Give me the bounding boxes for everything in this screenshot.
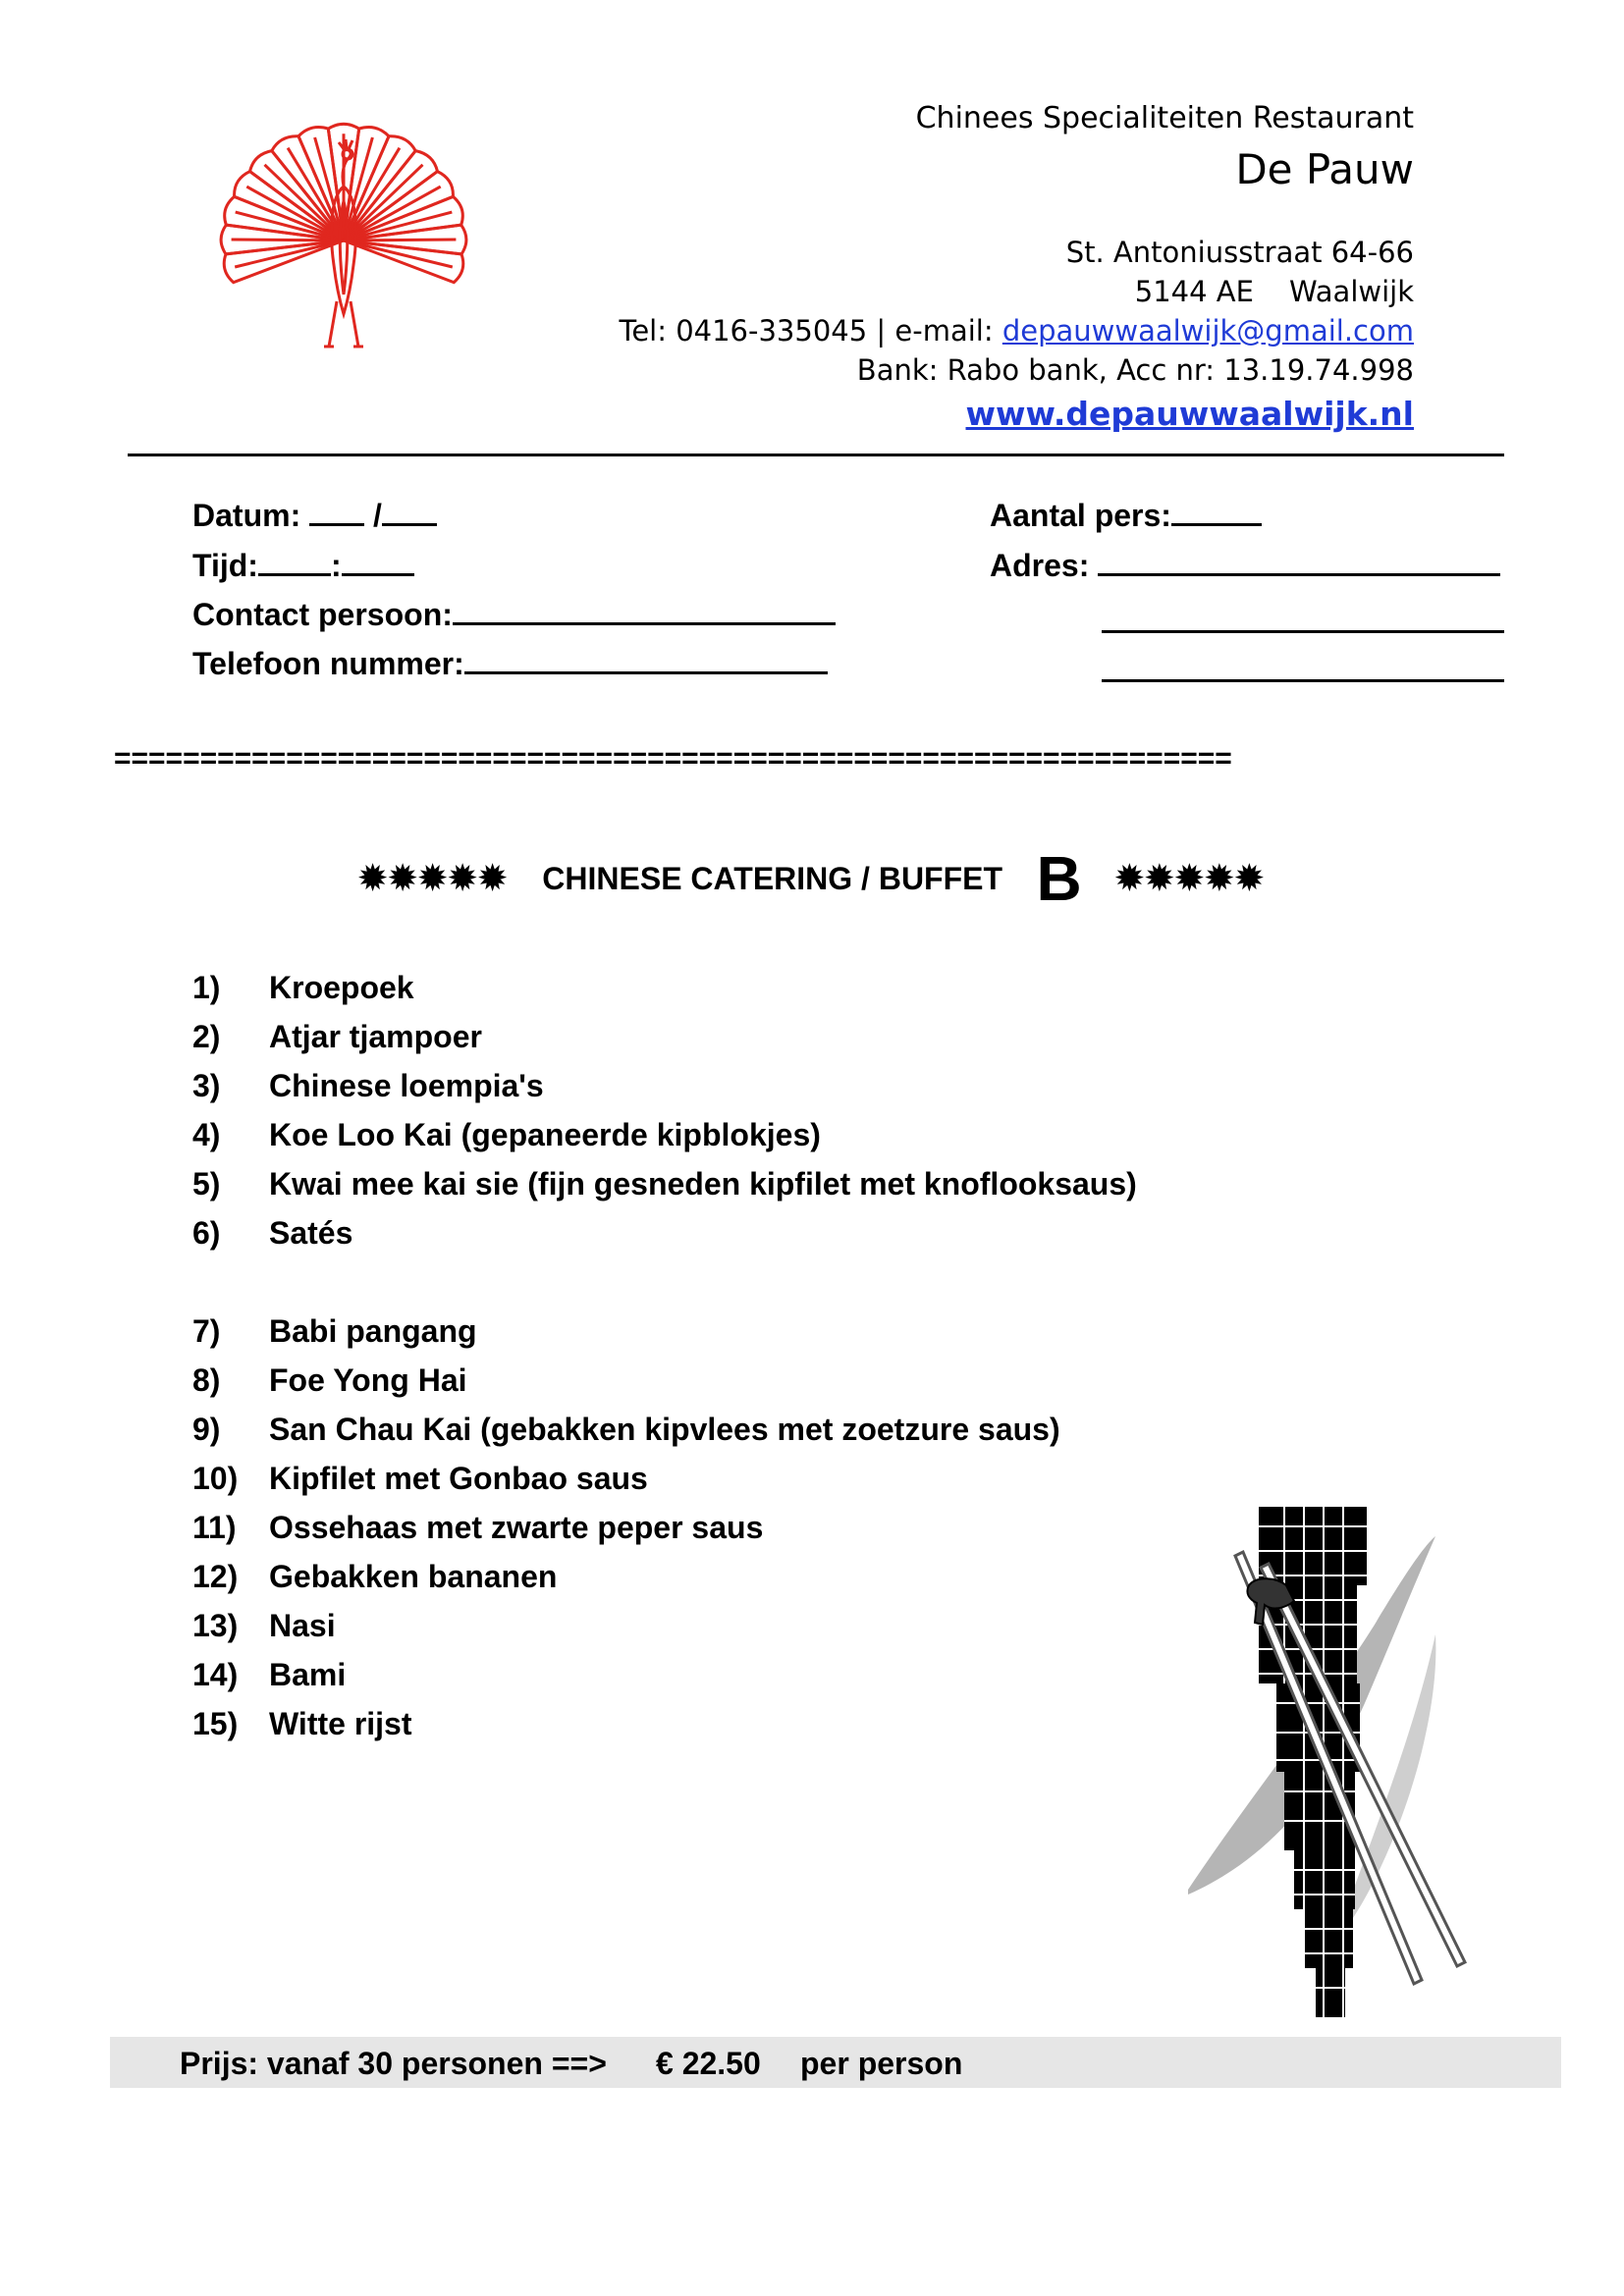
datum-field — [192, 496, 437, 534]
postcode: 5144 AE — [1134, 275, 1254, 308]
email-link[interactable]: depauwwaalwijk@gmail.com — [1001, 314, 1414, 347]
list-item: 15) Witte rijst — [192, 1706, 412, 1741]
stars-right: ✹✹✹✹✹ — [1115, 860, 1266, 897]
peacock-logo-icon — [201, 93, 486, 348]
tijd-sep: : — [330, 548, 342, 583]
datum-day-blank[interactable] — [309, 496, 364, 526]
datum-label: Datum: — [192, 498, 301, 533]
address-line: St. Antoniusstraat 64-66 — [1065, 236, 1414, 269]
contact-blank[interactable] — [453, 595, 836, 625]
adres-label: Adres: — [990, 548, 1090, 583]
restaurant-name: De Pauw — [1235, 145, 1414, 193]
tijd-minute-blank[interactable] — [342, 546, 414, 576]
title-text: CHINESE CATERING / BUFFET — [542, 860, 1003, 896]
adres-blank-3[interactable] — [1102, 679, 1504, 682]
aantal-field — [990, 496, 1262, 534]
bank-line: Bank: Rabo bank, Acc nr: 13.19.74.998 — [856, 353, 1414, 387]
list-item: 5) Kwai mee kai sie (fijn gesneden kipfilet met knoflooksaus) — [192, 1166, 1137, 1201]
contact-field — [192, 595, 836, 633]
list-item: 14) Bami — [192, 1657, 347, 1692]
tijd-label: Tijd: — [192, 548, 258, 583]
chopsticks-illustration-icon — [1178, 1507, 1473, 2017]
stars-left: ✹✹✹✹✹ — [358, 860, 509, 897]
feather — [344, 240, 463, 283]
list-item: 1) Kroepoek — [192, 970, 414, 1005]
datum-month-blank[interactable] — [382, 496, 437, 526]
aantal-label: Aantal pers: — [990, 498, 1171, 533]
title-letter: B — [1036, 843, 1082, 914]
tijd-hour-blank[interactable] — [258, 546, 331, 576]
adres-blank-2[interactable] — [1102, 630, 1504, 633]
telefoon-label: Telefoon nummer: — [192, 646, 464, 681]
price-amount: € 22.50 — [656, 2046, 761, 2081]
telefoon-blank[interactable] — [464, 644, 828, 674]
menu-title — [0, 842, 1624, 915]
aantal-blank[interactable] — [1171, 496, 1262, 526]
list-item: 4) Koe Loo Kai (gepaneerde kipblokjes) — [192, 1117, 821, 1152]
postcode-city — [1135, 275, 1414, 308]
contact-label: Contact persoon: — [192, 597, 453, 632]
tel-label: Tel: 0416-335045 | e-mail: — [619, 314, 1002, 347]
restaurant-subtitle: Chinees Specialiteiten Restaurant — [915, 101, 1414, 135]
list-item: 13) Nasi — [192, 1608, 336, 1643]
feather-spine — [235, 240, 344, 267]
adres-field — [990, 546, 1500, 584]
feather-spine — [344, 240, 453, 267]
telefoon-field — [192, 644, 828, 682]
list-item: 8) Foe Yong Hai — [192, 1362, 467, 1398]
price-unit: per person — [800, 2046, 963, 2081]
city: Waalwijk — [1288, 275, 1414, 308]
website-link[interactable]: www.depauwwaalwijk.nl — [965, 395, 1414, 433]
list-item: 2) Atjar tjampoer — [192, 1019, 482, 1054]
list-item: 11) Ossehaas met zwarte peper saus — [192, 1510, 764, 1545]
list-item: 9) San Chau Kai (gebakken kipvlees met zoetzure saus) — [192, 1412, 1060, 1447]
list-item: 7) Babi pangang — [192, 1313, 477, 1349]
equals-separator: ================================================================= — [114, 742, 1232, 774]
list-item: 6) Satés — [192, 1215, 353, 1251]
contact-line — [620, 314, 1414, 347]
price-label: Prijs: vanaf 30 personen ==> — [180, 2046, 607, 2081]
list-item: 10) Kipfilet met Gonbao saus — [192, 1461, 648, 1496]
list-item: 3) Chinese loempia's — [192, 1068, 544, 1103]
tijd-field — [192, 546, 414, 584]
adres-blank-1[interactable] — [1098, 546, 1500, 576]
header-divider — [128, 454, 1504, 456]
datum-sep: / — [373, 498, 382, 533]
list-item: 12) Gebakken bananen — [192, 1559, 558, 1594]
